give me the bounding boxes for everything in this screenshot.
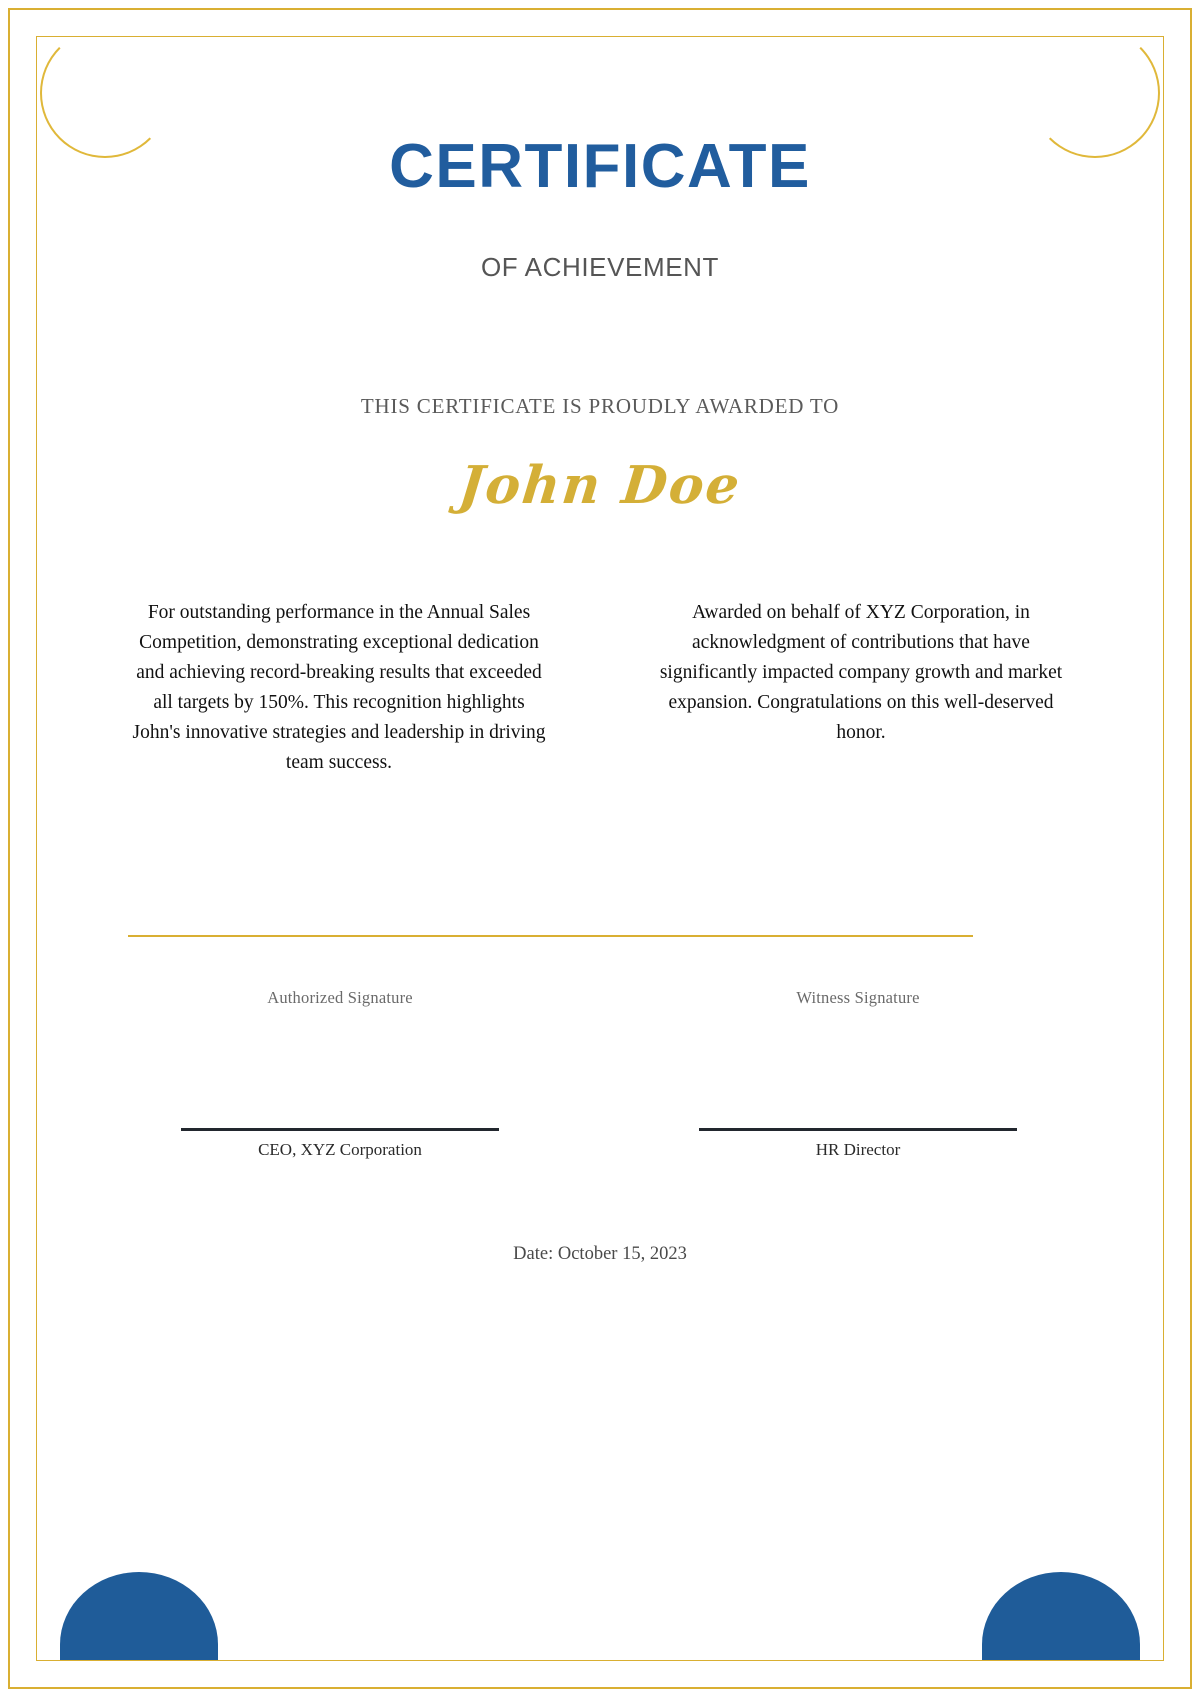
witness-signature-line	[699, 1128, 1017, 1131]
body-paragraph-left: For outstanding performance in the Annual Sales Competition, demonstrating exceptional dedication and achieving record-breaking results that exceeded all targets by 150%. This recognition highlights John's innovative strategies and leadership in driving team success.	[132, 602, 546, 773]
signature-block-witness	[658, 988, 1058, 1160]
awarded-to-label: THIS CERTIFICATE IS PROUDLY AWARDED TO	[360, 394, 840, 418]
body-paragraph-right: Awarded on behalf of XYZ Corporation, in acknowledgment of contributions that have significantly impacted company growth and market expansion. Congratulations on this well-deserved honor.	[659, 602, 1063, 743]
authorized-signature-title: CEO, XYZ Corporation	[258, 1139, 422, 1159]
witness-signature-space	[658, 1008, 1058, 1128]
authorized-signature-space	[140, 1008, 540, 1128]
authorized-signature-line	[181, 1128, 499, 1131]
signature-block-authorized	[140, 988, 540, 1160]
certificate-subtitle: OF ACHIEVEMENT	[480, 252, 720, 282]
recipient-name: John Doe	[455, 455, 745, 516]
body-paragraphs	[130, 598, 1070, 778]
authorized-signature-label: Authorized Signature	[267, 988, 413, 1007]
certificate-title: CERTIFICATE	[389, 132, 811, 201]
gold-divider	[128, 935, 973, 937]
signature-section	[130, 988, 1070, 1160]
witness-signature-label: Witness Signature	[796, 988, 920, 1007]
witness-signature-title: HR Director	[815, 1139, 901, 1159]
issue-date: Date: October 15, 2023	[513, 1244, 687, 1264]
